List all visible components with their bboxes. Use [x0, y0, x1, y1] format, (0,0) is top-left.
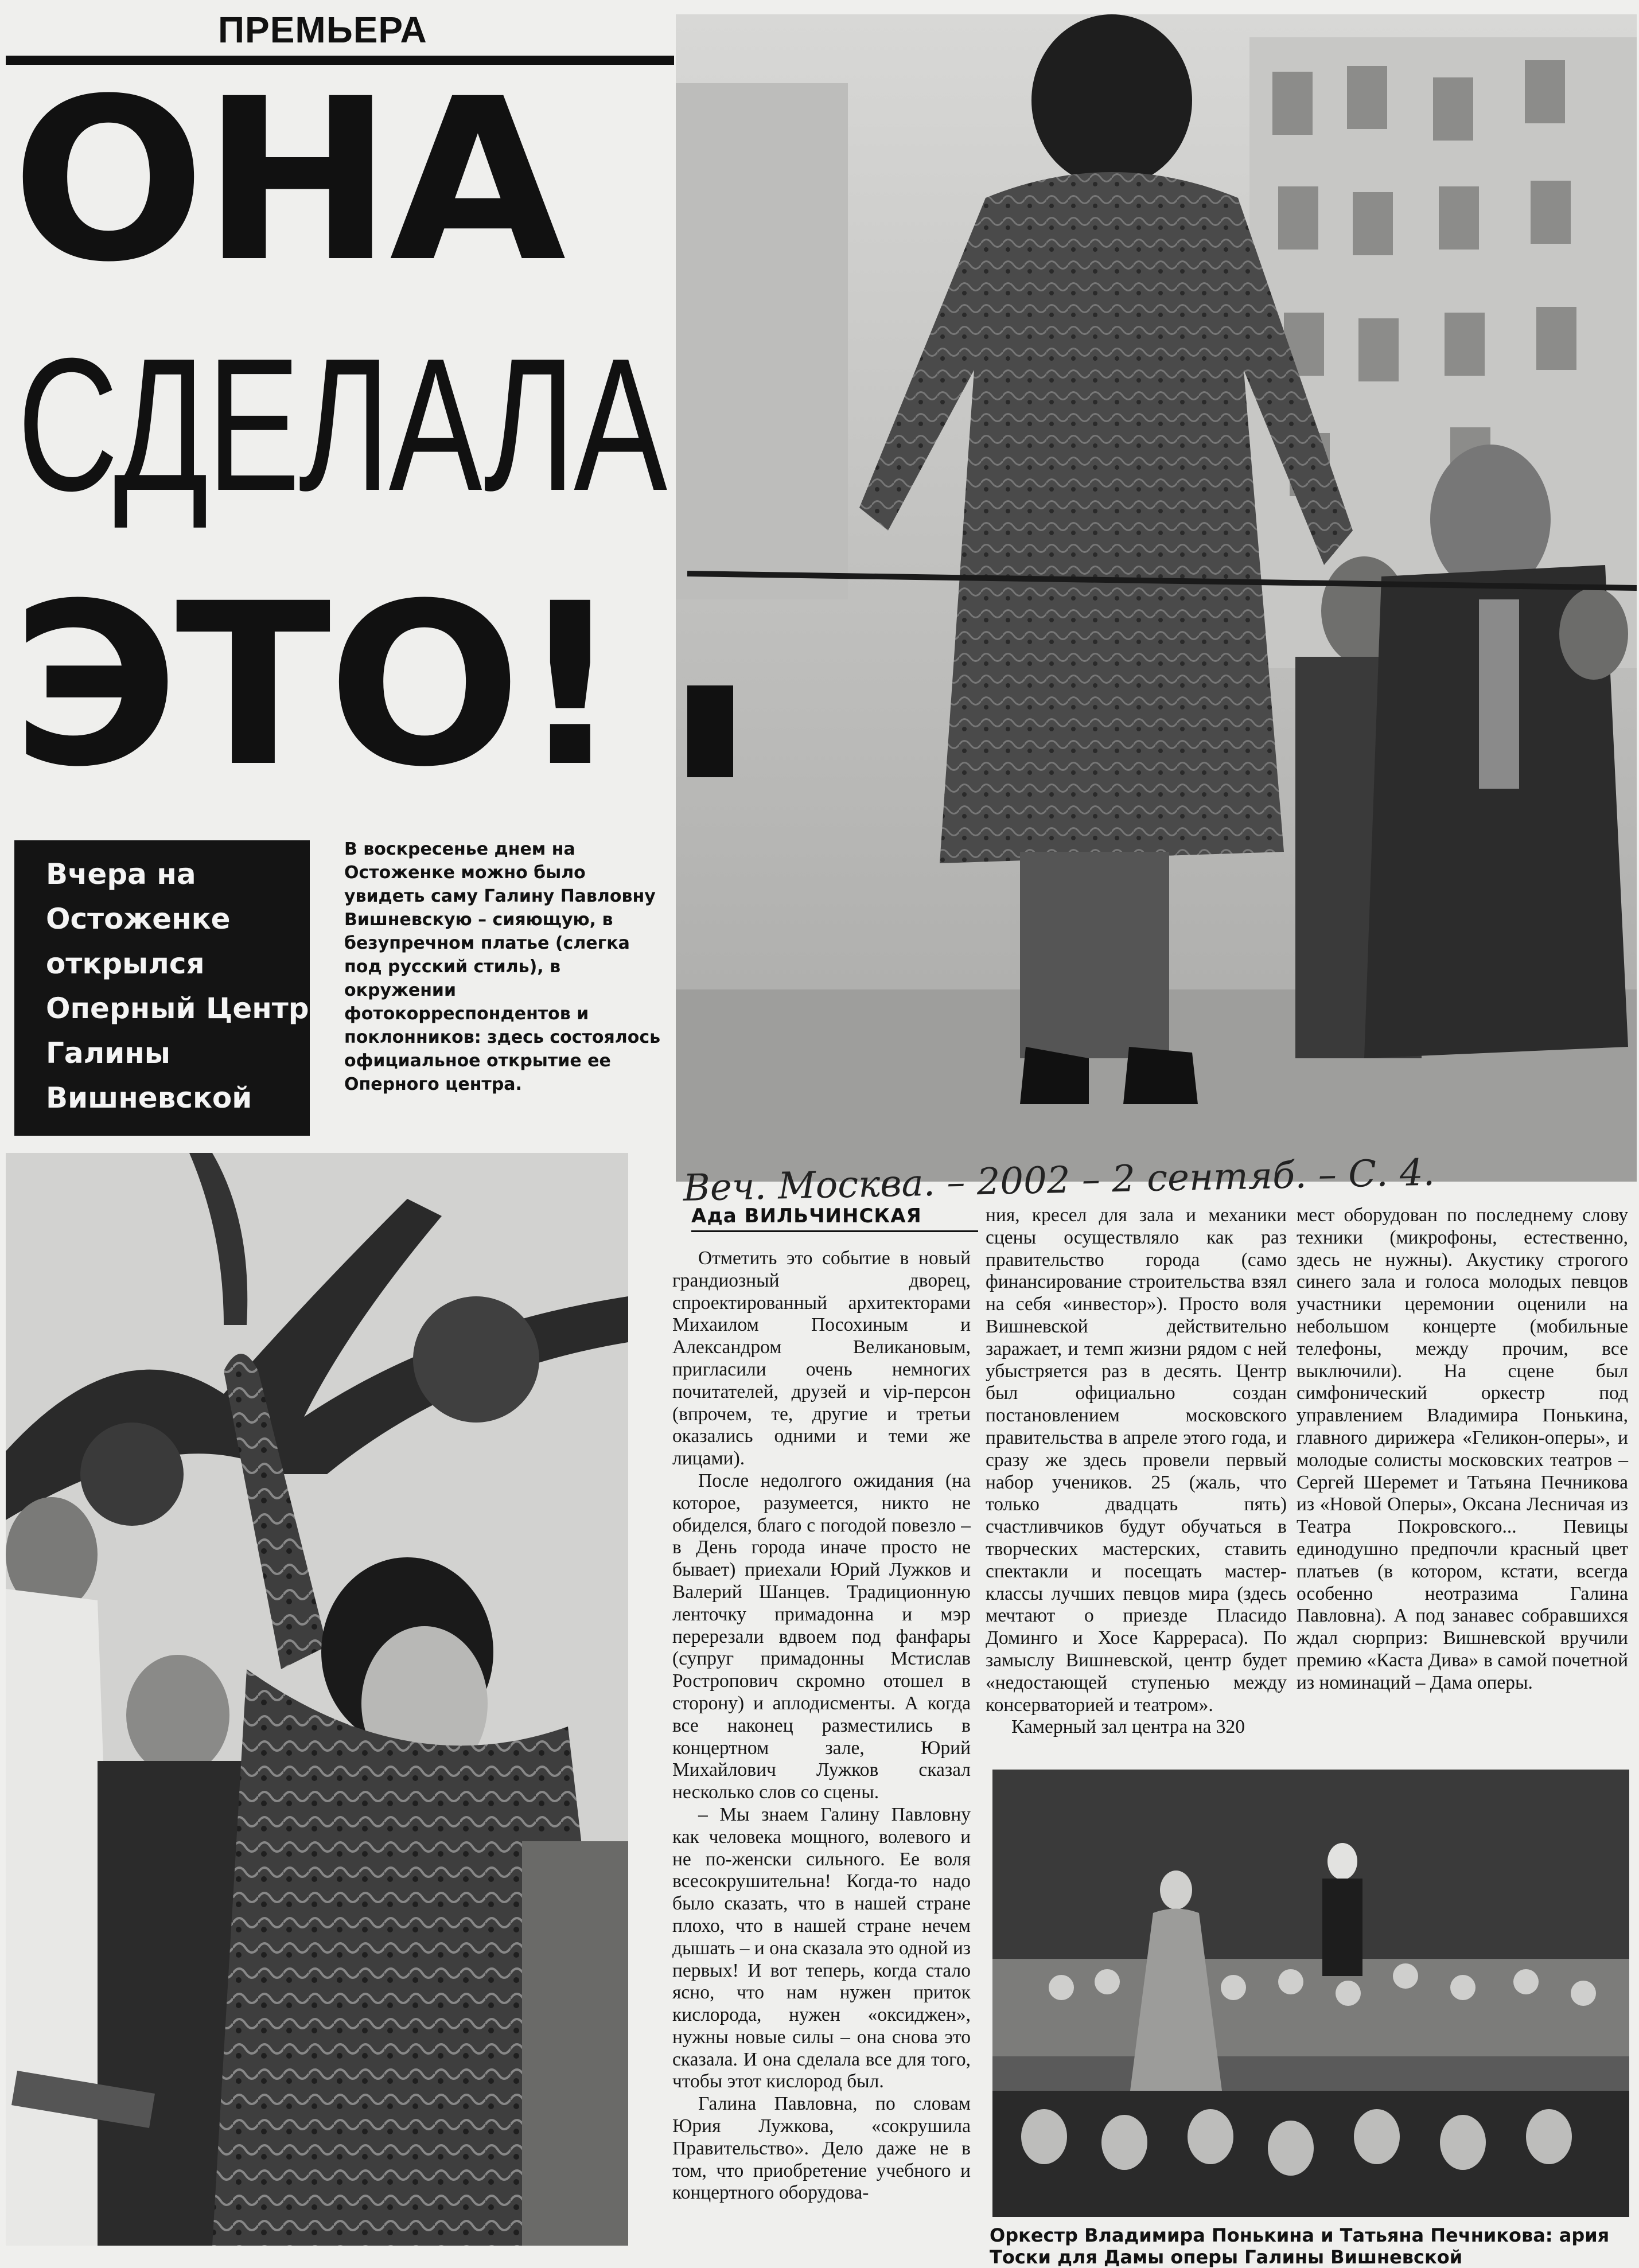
article-paragraph: После недолгого ожидания (на которое, разумеется, никто не обиделся, благо с погодой повезло – в День города иначе просто не бывает) приехали Юрий Лужков и Валерий Шанцев. Традиционную ленточку примадонна и мэр перерезали вдвоем под фанфары (супруг примадонны Мстислав Ростропович скромно отошел в сторону) и аплодисменты. А когда все наконец разместились в концертном зале, Юрий Михайлович Лужков сказал несколько слов со сцены. — [672, 1470, 971, 1803]
article-column-1 — [672, 1248, 971, 2204]
article-column-2 — [986, 1205, 1287, 1739]
lede-box — [14, 840, 310, 1136]
photo-orchestra-concert — [992, 1770, 1629, 2217]
handwritten-source-note: Веч. Москва. – 2002 – 2 сентяб. – С. 4. — [683, 1151, 1435, 1210]
article-paragraph: ния, кресел для зала и механики сцены осуществляло как раз правительство города (само финансирование строительства взял на себя «инвестор»). Просто воля Вишневской действительно заражает, и темп жизни рядом с ней убыстряется раз в десять. Центр был официально создан постановлением московского правительства в апреле этого года, и сразу же здесь провели первый набор учеников. 25 (жаль, что только двадцать пять) счастливчиков будут обучаться в творческих мастерских, ставить спектакли и посещать мастер-классы лучших певцов мира (здесь мечтают о приезде Пласидо Доминго и Хосе Каррераса). По замыслу Вишневской, центр будет «недостающей ступенью между консерваторией и театром». — [986, 1205, 1287, 1716]
photo-orchestra-image — [992, 1770, 1629, 2217]
headline-line-3: ЭТО! — [11, 555, 619, 816]
photo-caption: Оркестр Владимира Понькина и Татьяна Печникова: ария Тоски для Дамы оперы Галины Вишневской — [990, 2224, 1610, 2268]
photo-ribbon-cutting — [676, 14, 1637, 1182]
headline-line-2: СДЕЛАЛА — [17, 318, 666, 530]
article-paragraph: Отметить это событие в новый грандиозный дворец, спроектированный архитекторами Михаилом Посохиным и Александром Великановым, пригласили очень немногих почитателей, друзей и vip-персон (впрочем, те, другие и третьи оказались одними и теми же лицами). — [672, 1248, 971, 1470]
byline: Ада ВИЛЬЧИНСКАЯ — [691, 1205, 922, 1227]
photo-vishnevskaya-image — [6, 1153, 628, 2246]
headline-line-1: ОНА — [11, 69, 563, 311]
lede-box-text: Вчера на Остоженке открылся Оперный Центр Галины Вишневской — [46, 858, 309, 1114]
byline-rule — [691, 1230, 978, 1232]
photo-vishnevskaya-waving — [6, 1153, 628, 2246]
headline — [11, 69, 668, 826]
article-column-3 — [1297, 1205, 1628, 1694]
lede-paragraph: В воскресенье днем на Остоженке можно было увидеть саму Галину Павловну Вишневскую – сияющую, в безупречном платье (слегка под русский стиль), в окружении фотокорреспондентов и поклонников: здесь состоялось официальное открытие ее Оперного центра. — [344, 839, 661, 1094]
rubric-header — [6, 9, 674, 60]
rubric-label: ПРЕМЬЕРА — [218, 9, 427, 50]
photo-ribbon-cutting-image — [676, 14, 1637, 1182]
article-paragraph: – Мы знаем Галину Павловну как человека мощного, волевого и не по-женски сильного. Ее воля всесокрушительна! Когда-то надо было сказать, что в нашей стране плохо, что в нашей стране нечем дышать – и она сказала это одной из первых! И вот теперь, когда стало ясно, что нам нужен приток кислорода, нужен «оксиджен», нужны новые силы – она снова это сказала. И она сделала все для того, чтобы этот кислород был. — [672, 1803, 971, 2092]
rubric-rule — [6, 56, 674, 65]
article-paragraph: мест оборудован по последнему слову техники (микрофоны, естественно, здесь не нужны). Акустику строгого синего зала и голоса молодых певцов участники церемонии оценили на небольшом концерте (мобильные телефоны, между прочим, все выключили). На сцене был симфонический оркестр под управлением Владимира Понькина, главного дирижера «Геликон-оперы», и молодые солисты московских театров – Сергей Шеремет и Татьяна Печникова из «Новой Оперы», Оксана Лесничая из Театра Покровского... Певицы единодушно предпочли красный цвет платьев (в котором, кстати, всегда особенно неотразима Галина Павловна). А под занавес собравшихся ждал сюрприз: Вишневской вручили премию «Каста Дива» в самой почетной из номинаций – Дама оперы. — [1297, 1205, 1628, 1693]
article-paragraph: Галина Павловна, по словам Юрия Лужкова, «сокрушила Правительство». Дело даже не в том, что приобретение учебного и концертного оборудова- — [672, 2093, 971, 2204]
article-paragraph: Камерный зал центра на 320 — [1011, 1716, 1245, 1738]
